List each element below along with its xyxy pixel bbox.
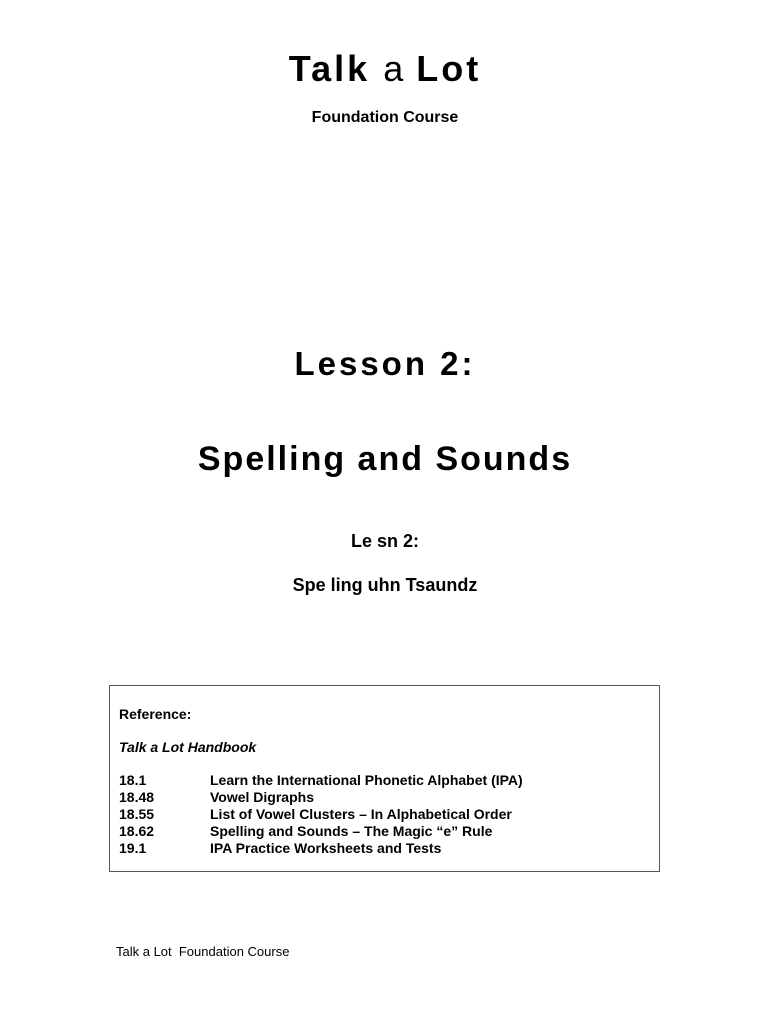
title-word-lot: Lot xyxy=(416,48,482,89)
reference-item-number: 18.55 xyxy=(119,806,155,822)
reference-item-title: List of Vowel Clusters – In Alphabetical Order xyxy=(210,806,512,822)
reference-item-number: 18.48 xyxy=(119,789,155,805)
page-footer: Talk a Lot Foundation Course xyxy=(116,944,290,959)
reference-book-title: Talk a Lot Handbook xyxy=(119,739,257,755)
reference-item-title: Spelling and Sounds – The Magic “e” Rule xyxy=(210,823,493,839)
reference-item xyxy=(119,840,523,857)
reference-item-number: 18.1 xyxy=(119,772,147,788)
title-word-a: a xyxy=(383,48,404,89)
phonetic-lesson-heading: Le sn 2: xyxy=(350,531,420,551)
reference-item xyxy=(119,789,523,806)
reference-item-title: Vowel Digraphs xyxy=(210,789,314,805)
reference-item-number: 19.1 xyxy=(119,840,147,856)
reference-item-number: 18.62 xyxy=(119,823,155,839)
lesson-topic: Spelling and Sounds xyxy=(197,440,573,478)
reference-label: Reference: xyxy=(119,706,192,722)
document-subtitle: Foundation Course xyxy=(311,109,459,126)
phonetic-lesson-topic: Spe ling uhn Tsaundz xyxy=(292,575,478,595)
title-word-talk: Talk xyxy=(288,48,371,89)
reference-item xyxy=(119,806,523,823)
reference-item-title: IPA Practice Worksheets and Tests xyxy=(210,840,442,856)
reference-item xyxy=(119,823,523,840)
reference-box xyxy=(109,685,660,872)
reference-item xyxy=(119,772,523,789)
reference-item-title: Learn the International Phonetic Alphabet (IPA) xyxy=(210,772,523,788)
reference-list xyxy=(119,772,523,857)
document-title xyxy=(0,48,770,90)
lesson-heading: Lesson 2: xyxy=(294,345,476,382)
